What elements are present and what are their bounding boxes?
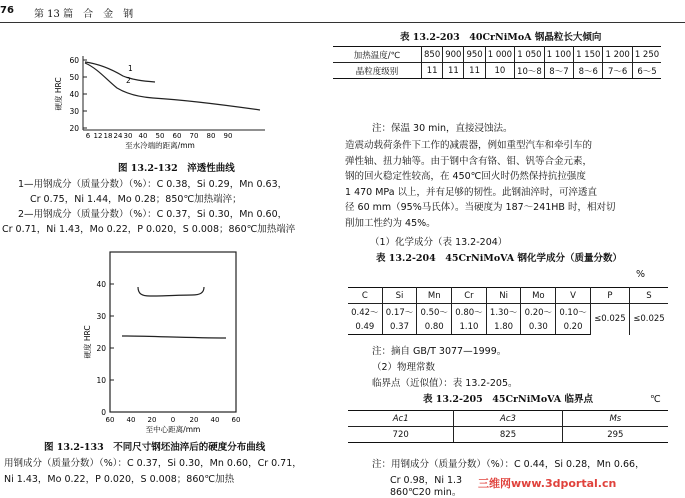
fig133-xtick: 40 bbox=[210, 416, 220, 424]
table203-cell: 7～6 bbox=[603, 63, 632, 79]
fig133-xtick: 60 bbox=[105, 416, 115, 424]
table205-cell: 295 bbox=[562, 427, 668, 443]
body-paragraph bbox=[345, 138, 615, 232]
fig132-ytick: 50 bbox=[69, 73, 79, 82]
table203-cell: 1 050 bbox=[515, 47, 545, 63]
fig133-ytick: 20 bbox=[96, 344, 106, 353]
fig133-frame bbox=[110, 252, 236, 412]
section-heading-1: （1）化学成分（表 13.2-204） bbox=[370, 237, 508, 248]
watermark: 三维网www.3dportal.cn bbox=[475, 475, 619, 491]
fig133-ytick: 0 bbox=[101, 408, 106, 417]
table204-header: Cr bbox=[452, 288, 487, 304]
fig132-xlabel: 至水冷端的距离/mm bbox=[125, 141, 195, 150]
fig132-xtick: 60 bbox=[172, 132, 182, 140]
fig133-chart bbox=[80, 244, 250, 434]
table204-cell: 0.20 bbox=[556, 319, 591, 335]
table204-header: P bbox=[590, 288, 629, 304]
fig133-ytick: 40 bbox=[96, 280, 106, 289]
para-line: 造震动载荷条件下工作的减震器，例如重型汽车和牵引车的 bbox=[345, 140, 593, 151]
fig132-ytick: 30 bbox=[69, 107, 79, 116]
table205 bbox=[348, 410, 668, 443]
table203-cell: 1 000 bbox=[485, 47, 514, 63]
fig133-xtick: 20 bbox=[147, 416, 157, 424]
section-heading-2: （2）物理常数 bbox=[372, 362, 436, 373]
fig133-xtick: 20 bbox=[189, 416, 199, 424]
table205-header: Ms bbox=[562, 411, 668, 427]
fig133-curve-large-billet bbox=[122, 336, 226, 338]
fig132-xtick: 30 bbox=[123, 132, 133, 140]
table204-cell: 1.30～ bbox=[486, 304, 521, 320]
table204-header: V bbox=[556, 288, 591, 304]
para-line: 弹性轴、扭力轴等。由于钢中含有铬、钼、钒等合金元素， bbox=[345, 155, 593, 167]
fig132-curve-label-1: 1 bbox=[128, 64, 133, 73]
fig133-note-line: 用钢成分（质量分数）（%）：C 0.37，Si 0.30，Mn 0.60，Cr 0.71， bbox=[4, 458, 302, 469]
bottom-note-line: 注：用钢成分（质量分数）（%）：C 0.44，Si 0.28，Mn 0.66， bbox=[372, 459, 645, 470]
table204-cell: 0.10～ bbox=[556, 304, 591, 320]
fig132-xtick: 90 bbox=[223, 132, 233, 140]
table204-cell: 1.80 bbox=[486, 319, 521, 335]
fig132-xtick: 70 bbox=[189, 132, 199, 140]
table203-title: 表 13.2-203 40CrNiMoA 钢晶粒长大倾向 bbox=[400, 32, 602, 43]
table205-cell: 720 bbox=[348, 427, 454, 443]
fig132-ylabel: 硬度 HRC bbox=[54, 77, 63, 111]
table204-cell: 0.30 bbox=[521, 319, 556, 335]
para-line: 削加工性约为 45%。 bbox=[345, 217, 436, 229]
table204-cell: 0.20～ bbox=[521, 304, 556, 320]
fig132-xtick: 6 bbox=[85, 132, 91, 140]
fig132-xtick: 24 bbox=[113, 132, 123, 140]
fig132-note-line: 2—用钢成分（质量分数）（%）：C 0.37，Si 0.30，Mn 0.60， bbox=[18, 209, 288, 220]
table204-title: 表 13.2-204 45CrNiMoVA 钢化学成分（质量分数） bbox=[376, 253, 622, 264]
table204-cell: 0.49 bbox=[348, 319, 382, 335]
table204-header: Ni bbox=[486, 288, 521, 304]
table205-header: Ac1 bbox=[348, 411, 454, 427]
table204-cell: 0.80～ bbox=[452, 304, 487, 320]
header-title: 第 13 篇 合 金 钢 bbox=[34, 9, 134, 20]
table203-cell: 8～6 bbox=[574, 63, 603, 79]
table203-cell: 950 bbox=[464, 47, 485, 63]
table204-cell: 0.50～ bbox=[417, 304, 452, 320]
table204-header: Si bbox=[382, 288, 417, 304]
table204-cell: 0.37 bbox=[382, 319, 417, 335]
table204-cell: 0.80 bbox=[417, 319, 452, 335]
fig132-xtick: 40 bbox=[138, 132, 148, 140]
fig133-xtick: 0 bbox=[170, 416, 176, 424]
table205-header: Ac3 bbox=[454, 411, 562, 427]
fig133-curve-small-billet bbox=[138, 287, 204, 296]
table204-note: 注：摘自 GB/T 3077—1999。 bbox=[372, 346, 507, 357]
table204-cell: 0.17～ bbox=[382, 304, 417, 320]
fig132-note-line: Cr 0.71，Ni 1.43，Mo 0.22，P 0.020，S 0.008；860℃加热端淬 bbox=[2, 224, 296, 235]
fig133-xlabel: 至中心距离/mm bbox=[145, 425, 201, 434]
para-line: 1 470 MPa 以上，并有足够的韧性。此钢油淬时，可淬透直 bbox=[345, 186, 598, 198]
fig132-chart bbox=[55, 50, 275, 150]
fig132-curve-1 bbox=[85, 62, 155, 82]
fig132-xtick: 18 bbox=[103, 132, 113, 140]
table204-header: Mn bbox=[417, 288, 452, 304]
fig132-xtick: 50 bbox=[155, 132, 165, 140]
table203-note: 注：保温 30 min，直接浸蚀法。 bbox=[372, 123, 513, 134]
table203-cell: 11 bbox=[464, 63, 485, 79]
fig133-caption: 图 13.2-133 不同尺寸钢坯油淬后的硬度分布曲线 bbox=[44, 442, 266, 453]
bottom-note-line: 860℃20 min。 bbox=[390, 487, 462, 498]
fig132-xtick: 12 bbox=[93, 132, 103, 140]
page-number: 76 bbox=[0, 5, 14, 16]
table203-cell: 1 250 bbox=[632, 47, 661, 63]
table204 bbox=[348, 287, 668, 335]
table203-cell: 1 100 bbox=[544, 47, 573, 63]
table204-header: C bbox=[348, 288, 382, 304]
fig132-caption: 图 13.2-132 淬透性曲线 bbox=[118, 163, 235, 174]
fig133-xtick: 40 bbox=[126, 416, 136, 424]
para-line: 钢的回火稳定性较高，在 450℃回火时仍然保持抗拉强度 bbox=[345, 171, 586, 183]
fig133-ylabel: 硬度 HRC bbox=[83, 325, 92, 359]
table203-row-label: 晶粒度级别 bbox=[333, 63, 422, 79]
page-header bbox=[0, 0, 685, 22]
fig132-xtick: 80 bbox=[206, 132, 216, 140]
table203-cell: 10 bbox=[485, 63, 514, 79]
table203-cell: 1 150 bbox=[574, 47, 603, 63]
fig132-ytick: 40 bbox=[69, 90, 79, 99]
table205-unit: ℃ bbox=[650, 394, 661, 405]
table204-unit: % bbox=[636, 269, 646, 280]
table205-title: 表 13.2-205 45CrNiMoVA 临界点 bbox=[423, 394, 593, 405]
fig133-ytick: 10 bbox=[96, 376, 106, 385]
header-rule bbox=[0, 22, 685, 23]
fig132-note-line: 1—用钢成分（质量分数）（%）：C 0.38，Si 0.29，Mn 0.63， bbox=[18, 179, 288, 190]
table203-cell: 1 200 bbox=[603, 47, 632, 63]
fig133-ytick: 30 bbox=[96, 312, 106, 321]
table203-cell: 900 bbox=[443, 47, 464, 63]
table204-cell: 0.42～ bbox=[348, 304, 382, 320]
para-line: 径 60 mm（95%马氏体）。当硬度为 187～241HB 时，相对切 bbox=[345, 202, 616, 214]
fig132-note-line: Cr 0.75，Ni 1.44，Mo 0.28；850℃加热端淬； bbox=[30, 194, 242, 205]
table204-cell: ≤0.025 bbox=[590, 304, 629, 335]
table203-cell: 6～5 bbox=[632, 63, 661, 79]
fig133-xtick: 60 bbox=[231, 416, 241, 424]
table203-cell: 11 bbox=[443, 63, 464, 79]
fig133-note-line: Ni 1.43，Mo 0.22，P 0.020，S 0.008；860℃加热 bbox=[4, 474, 235, 485]
table204-header: Mo bbox=[521, 288, 556, 304]
section2-text: 临界点（近似值）：表 13.2-205。 bbox=[372, 378, 518, 389]
table203-cell: 11 bbox=[422, 63, 443, 79]
fig132-ytick: 60 bbox=[69, 56, 79, 65]
table204-cell: 1.10 bbox=[452, 319, 487, 335]
fig132-ytick: 20 bbox=[69, 124, 79, 133]
bottom-note-line: Cr 0.98，Ni 1.3 bbox=[390, 475, 463, 486]
fig132-curve-label-2: 2 bbox=[126, 76, 131, 85]
table203 bbox=[333, 46, 661, 79]
table203-cell: 10～8 bbox=[515, 63, 545, 79]
table203-cell: 850 bbox=[422, 47, 443, 63]
table204-header: S bbox=[629, 288, 668, 304]
table203-cell: 8～7 bbox=[544, 63, 573, 79]
table203-row-label: 加热温度/℃ bbox=[333, 47, 422, 63]
table205-cell: 825 bbox=[454, 427, 562, 443]
table204-cell: ≤0.025 bbox=[629, 304, 668, 335]
